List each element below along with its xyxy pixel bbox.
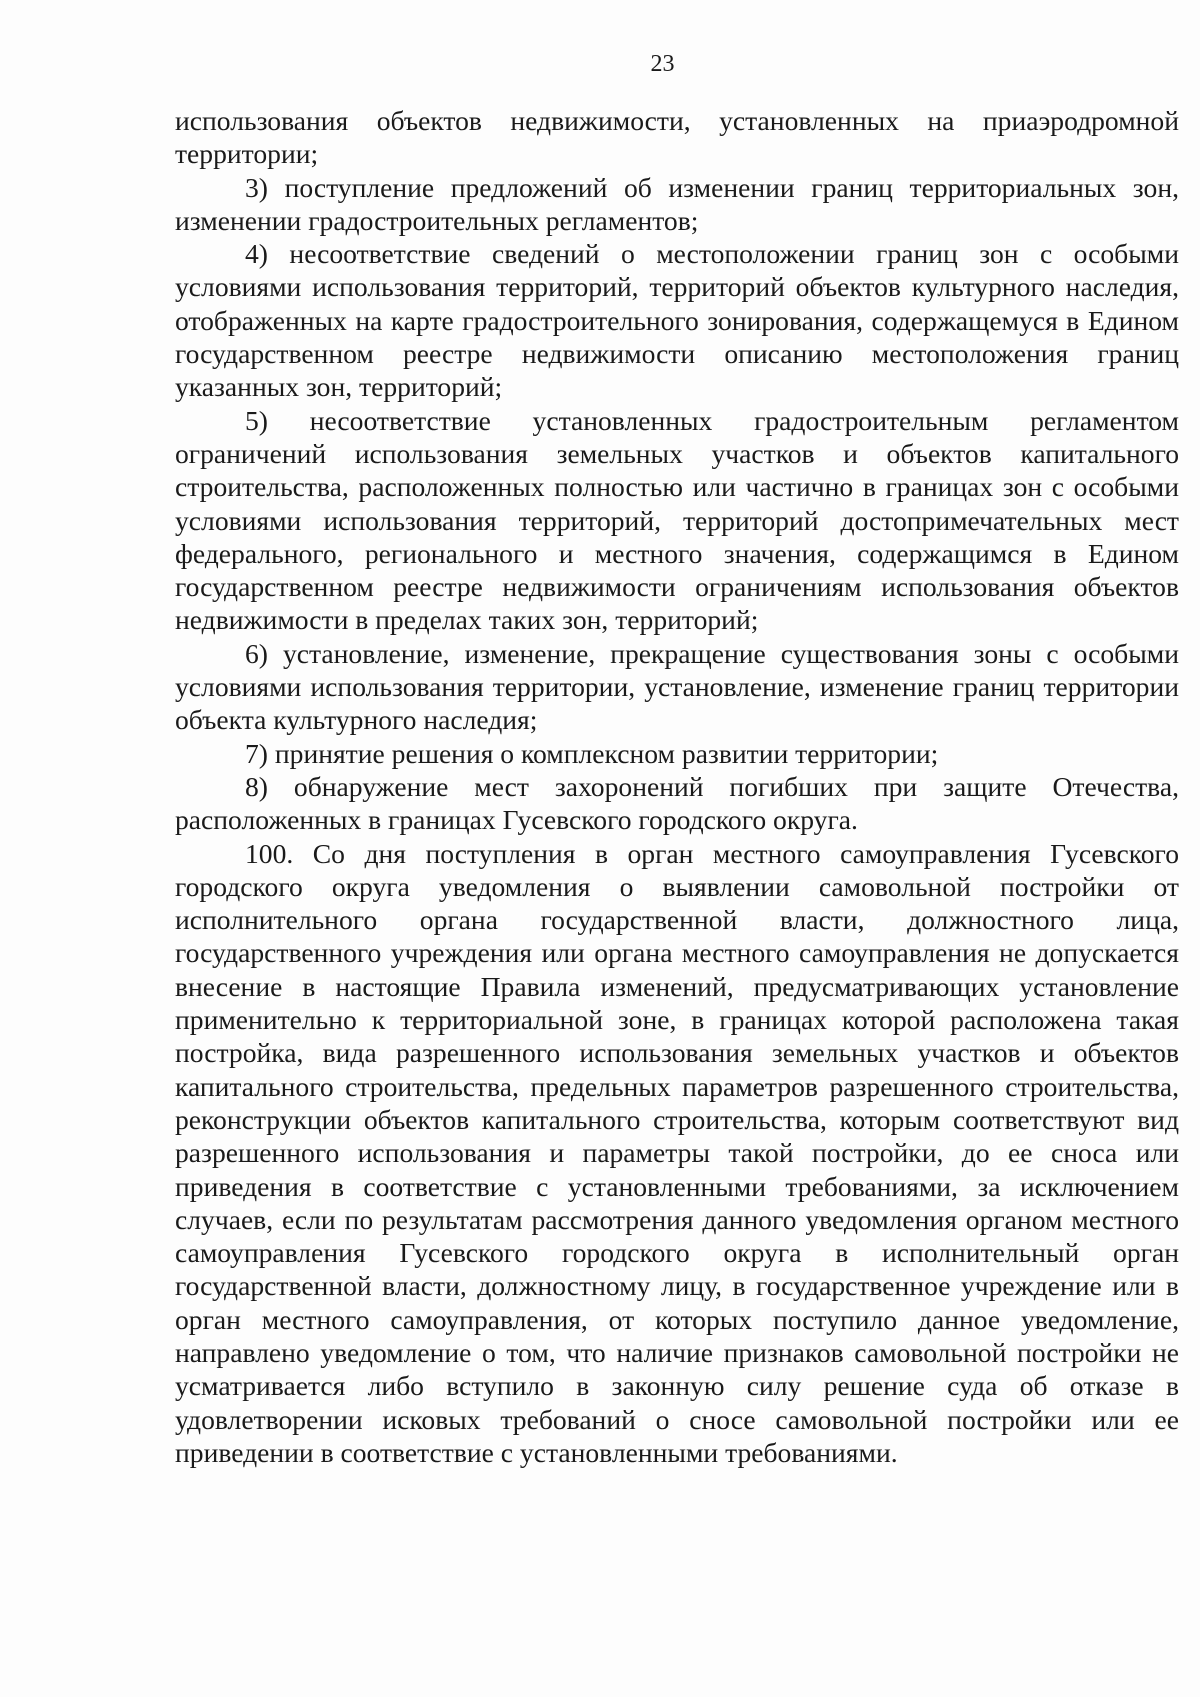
paragraph-item-5: 5) несоответствие установленных градостроительным регламентом ограничений использования земельных участков и объектов капитального строительства, расположенных полностью или частично в границах зон с особыми условиями использования территорий, территорий достопримечательных мест федерального, регионального и местного значения, содержащимся в Едином государственном реестре недвижимости ограничениям использования объектов недвижимости в пределах таких зон, территорий; (175, 404, 1179, 636)
paragraph-item-8: 8) обнаружение мест захоронений погибших при защите Отечества, расположенных в границах Гусевского городского округа. (175, 770, 1179, 836)
paragraph-continuation: использования объектов недвижимости, установленных на приаэродромной территории; (175, 105, 1179, 170)
paragraph-item-7: 7) принятие решения о комплексном развитии территории; (245, 737, 939, 769)
page-number: 23 (650, 51, 675, 77)
paragraph-item-6: 6) установление, изменение, прекращение существования зоны с особыми условиями использования территории, установление, изменение границ территории объекта культурного наследия; (175, 637, 1179, 736)
paragraph-item-4: 4) несоответствие сведений о местоположении границ зон с особыми условиями использования территорий, территорий объектов культурного наследия, отображенных на карте градостроительного зонирования, содержащемуся в Едином государственном реестре недвижимости описанию местоположения границ указанных зон, территорий; (175, 238, 1179, 403)
paragraph-clause-100: 100. Со дня поступления в орган местного самоуправления Гусевского городского округа уведомления о выявлении самовольной постройки от исполнительного органа государственной власти, должностного лица, государственного учреждения или органа местного самоуправления не допускается внесение в настоящие Правила изменений, предусматривающих установление применительно к территориальной зоне, в границах которой расположена такая постройка, вида разрешенного использования земельных участков и объектов капитального строительства, предельных параметров разрешенного строительства, реконструкции объектов капитального строительства, которым соответствуют вид разрешенного использования и параметры такой постройки, до ее сноса или приведения в соответствие с установленными требованиями, за исключением случаев, если по результатам рассмотрения данного уведомления органом местного самоуправления Гусевского городского округа в исполнительный орган государственной власти, должностному лицу, в государственное учреждение или в орган местного самоуправления, от которых поступило данное уведомление, направлено уведомление о том, что наличие признаков самовольной постройки не усматривается либо вступило в законную силу решение суда об отказе в удовлетворении исковых требований о сносе самовольной постройки или ее приведении в соответствие с установленными требованиями. (175, 837, 1179, 1468)
paragraph-item-3: 3) поступление предложений об изменении границ территориальных зон, изменении градостроительных регламентов; (175, 171, 1179, 236)
document-body (175, 104, 1179, 1469)
